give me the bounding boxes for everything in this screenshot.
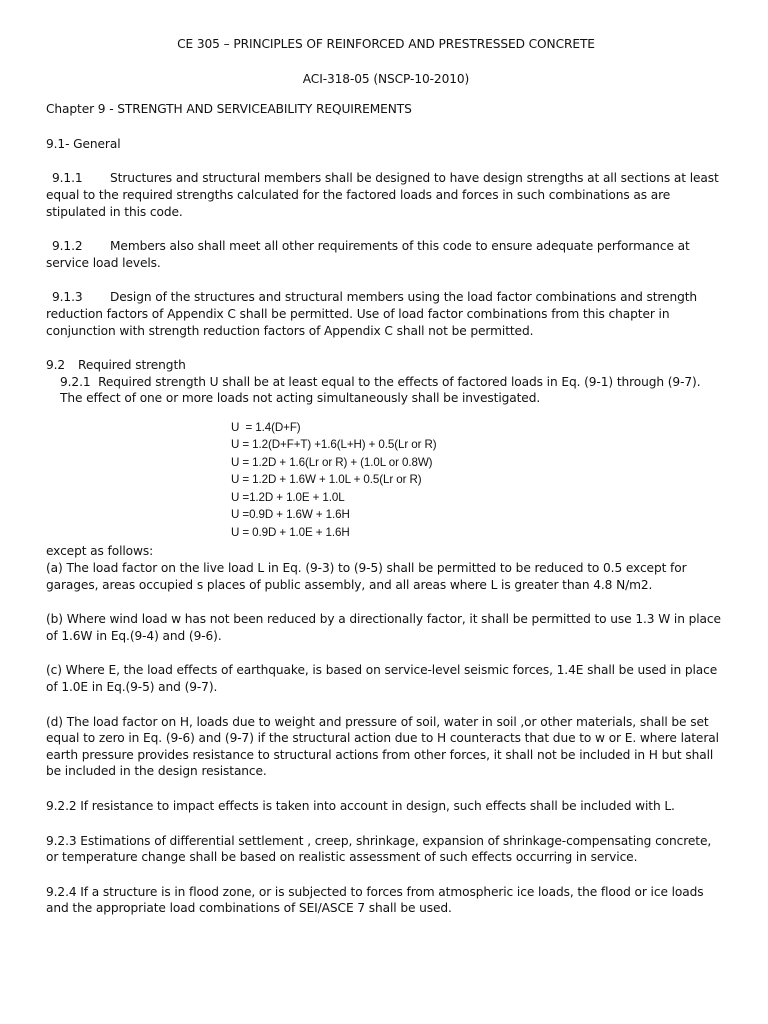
equation-9-1: U = 1.4(D+F): [231, 420, 301, 434]
load-combination-equations: [231, 419, 726, 542]
clause-9-2-1: [46, 374, 726, 407]
equation-9-4: U = 1.2D + 1.6W + 1.0L + 0.5(Lr or R): [231, 473, 422, 487]
section-9-2-heading: [46, 357, 726, 374]
clause-text: Structures and structural members shall be designed to have design strengths at all sections at least equal to the required strengths calculated for the factored loads and forces in such combinations as are stipulated in this code.: [46, 171, 719, 219]
course-title: CE 305 – PRINCIPLES OF REINFORCED AND PRESTRESSED CONCRETE: [177, 37, 595, 51]
document-page: [46, 36, 726, 917]
item-c: (c) Where E, the load effects of earthquake, is based on service-level seismic forces, 1.4E shall be used in place of 1.0E in Eq.(9-5) and (9-7).: [46, 663, 718, 694]
clause-text: Required strength U shall be at least equal to the effects of factored loads in Eq. (9-1) through (9-7). The effect of one or more loads not acting simultaneously shall be investigated.: [60, 374, 701, 406]
section-number: 9.2: [46, 358, 66, 373]
item-d: (d) The load factor on H, loads due to weight and pressure of soil, water in soil ,or other materials, shall be set equal to zero in Eq. (9-6) and (9-7) if the structural action due to H counteracts that due to w or E. where lateral earth pressure provides resistance to structural actions from other forces, it shall not be included in H but shall be included in the design resistance.: [46, 714, 719, 779]
equation-9-5: U =1.2D + 1.0E + 1.0L: [231, 490, 345, 504]
clause-9-2-3: 9.2.3 Estimations of differential settlement , creep, shrinkage, expansion of shrinkage-compensating concrete, or temperature change shall be based on realistic assessment of such effects occurring in service.: [46, 833, 712, 865]
clause-number: 9.1.1: [52, 171, 83, 186]
equation-9-6: U =0.9D + 1.6W + 1.6H: [231, 508, 350, 522]
equation-9-3: U = 1.2D + 1.6(Lr or R) + (1.0L or 0.8W): [231, 455, 433, 469]
chapter-title: Chapter 9 - STRENGTH AND SERVICEABILITY REQUIREMENTS: [46, 102, 412, 117]
equation-9-2: U = 1.2(D+F+T) +1.6(L+H) + 0.5(Lr or R): [231, 438, 437, 452]
clause-9-2-4: 9.2.4 If a structure is in flood zone, or is subjected to forces from atmospheric ice loads, the flood or ice loads and the appropriate load combinations of SEI/ASCE 7 shall be used.: [46, 884, 704, 916]
clause-9-1-3: [46, 289, 726, 339]
item-a: (a) The load factor on the live load L in Eq. (9-3) to (9-5) shall be permitted to be reduced to 0.5 except for garages, areas occupied s places of public assembly, and all areas where L is greater than 4.8 N/m2.: [46, 561, 687, 592]
clause-9-1-2: [46, 238, 726, 271]
clause-text: Members also shall meet all other requirements of this code to ensure adequate performance at service load levels.: [46, 239, 690, 270]
clause-9-1-1: [46, 170, 726, 220]
clause-number: 9.2.1: [60, 374, 91, 389]
section-9-1-heading: 9.1- General: [46, 136, 121, 151]
clause-text: Design of the structures and structural members using the load factor combinations and strength reduction factors of Appendix C shall be permitted. Use of load factor combinations from this chapter in conjunction with strength reduction factors of Appendix C shall not be permitted.: [46, 290, 698, 338]
clause-9-2-2: 9.2.2 If resistance to impact effects is taken into account in design, such effects shall be included with L.: [46, 798, 675, 813]
except-text: except as follows:: [46, 544, 154, 559]
section-title: Required strength: [78, 358, 186, 373]
clause-number: 9.1.3: [52, 290, 83, 305]
clause-number: 9.1.2: [52, 239, 83, 254]
equation-9-7: U = 0.9D + 1.0E + 1.6H: [231, 525, 350, 539]
code-reference: ACI-318-05 (NSCP-10-2010): [302, 71, 470, 86]
item-b: (b) Where wind load w has not been reduced by a directionally factor, it shall be permitted to use 1.3 W in place of 1.6W in Eq.(9-4) and (9-6).: [46, 612, 721, 643]
